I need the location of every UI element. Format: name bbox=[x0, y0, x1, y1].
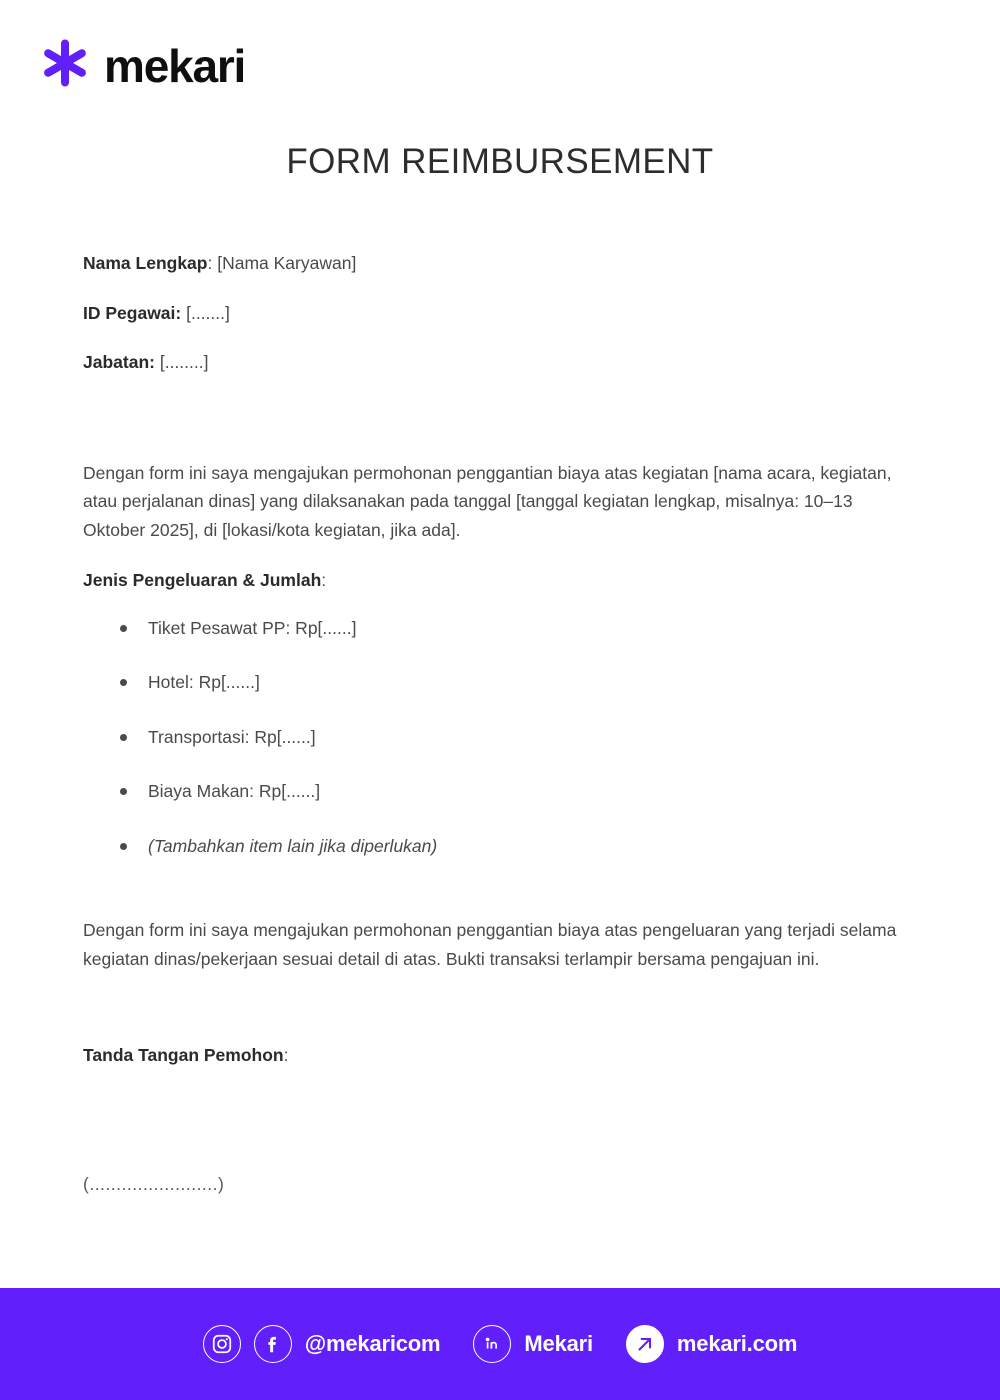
field-nama-lengkap bbox=[83, 252, 918, 276]
list-item bbox=[83, 670, 918, 695]
instagram-handle[interactable]: @mekaricom bbox=[304, 1331, 441, 1356]
list-item bbox=[83, 834, 918, 859]
field-label-nama-lengkap: Nama Lengkap bbox=[83, 253, 208, 273]
linkedin-name[interactable]: Mekari bbox=[524, 1331, 593, 1356]
signature-line: (........................) bbox=[83, 1174, 225, 1195]
list-item-label: Hotel: Rp[......] bbox=[148, 672, 260, 693]
declaration-paragraph: Dengan form ini saya mengajukan permohonan penggantian biaya atas pengeluaran yang terjadi selama kegiatan dinas/pekerjaan sesuai detail di atas. Bukti transaksi terlampir bersama pengajuan ini. bbox=[83, 920, 897, 969]
list-item bbox=[83, 725, 918, 750]
field-jabatan bbox=[83, 351, 918, 375]
signature-heading-label: Tanda Tangan Pemohon bbox=[83, 1045, 284, 1066]
bullet-icon bbox=[120, 788, 127, 795]
expenses-heading bbox=[83, 570, 918, 591]
bullet-icon bbox=[120, 679, 127, 686]
list-item-label: (Tambahkan item lain jika diperlukan) bbox=[148, 835, 438, 856]
brand-wordmark: mekari bbox=[104, 39, 246, 92]
expenses-list bbox=[83, 616, 918, 859]
field-value-id-pegawai: [.......] bbox=[186, 302, 230, 323]
field-separator-nama-lengkap: : bbox=[207, 253, 213, 273]
field-label-id-pegawai: ID Pegawai: bbox=[83, 302, 182, 323]
list-item-label: Biaya Makan: Rp[......] bbox=[148, 781, 321, 802]
field-id-pegawai bbox=[83, 302, 918, 326]
website-label[interactable]: mekari.com bbox=[676, 1331, 798, 1356]
brand-logo bbox=[40, 38, 245, 93]
instagram-icon[interactable] bbox=[203, 1325, 241, 1363]
document-content bbox=[83, 252, 918, 1195]
bullet-icon bbox=[120, 625, 127, 632]
list-item-label: Tiket Pesawat PP: Rp[......] bbox=[148, 617, 357, 638]
list-item bbox=[83, 779, 918, 804]
mekari-star-icon bbox=[40, 38, 90, 93]
field-label-jabatan: Jabatan: bbox=[83, 352, 155, 373]
list-item bbox=[83, 616, 918, 641]
bullet-icon bbox=[120, 734, 127, 741]
field-value-nama-lengkap: [Nama Karyawan] bbox=[217, 253, 357, 273]
linkedin-icon[interactable] bbox=[473, 1325, 511, 1363]
arrow-up-right-icon[interactable] bbox=[626, 1325, 664, 1363]
signature-heading-colon: : bbox=[283, 1045, 289, 1066]
intro-paragraph: Dengan form ini saya mengajukan permohonan penggantian biaya atas kegiatan [nama acara, kegiatan, atau perjalanan dinas] yang dilaksanakan pada tanggal [tanggal kegiatan lengkap, misalnya: 10–13 Oktober 2025], di [lokasi/kota kegiatan, jika ada]. bbox=[83, 462, 892, 540]
bullet-icon bbox=[120, 843, 127, 850]
expenses-heading-colon: : bbox=[321, 569, 327, 590]
signature-heading bbox=[83, 1045, 918, 1066]
footer-bar bbox=[0, 1288, 1000, 1400]
facebook-icon[interactable] bbox=[254, 1325, 292, 1363]
list-item-label: Transportasi: Rp[......] bbox=[148, 726, 316, 747]
field-value-jabatan: [........] bbox=[159, 352, 209, 373]
expenses-heading-label: Jenis Pengeluaran & Jumlah bbox=[83, 569, 322, 590]
page-title: FORM REIMBURSEMENT bbox=[286, 142, 714, 181]
